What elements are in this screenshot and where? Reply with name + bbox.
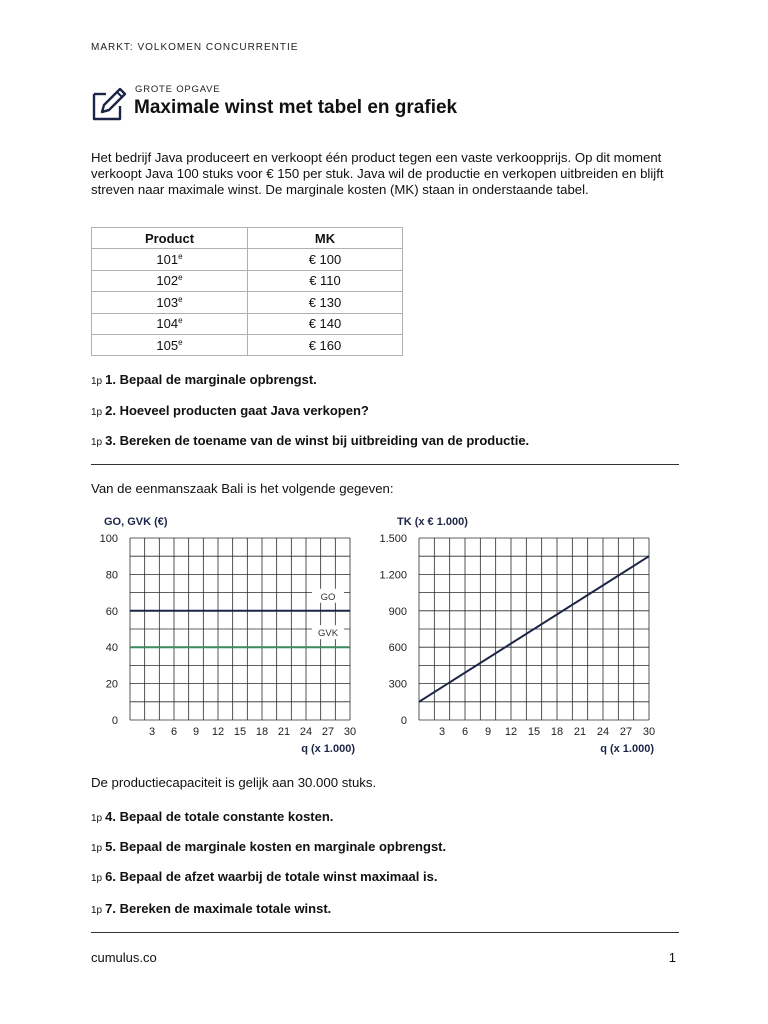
table-cell-mk: € 130	[248, 292, 403, 313]
x-tick-label: 9	[484, 726, 492, 738]
table-header-mk: MK	[248, 228, 403, 249]
x-tick-label: 9	[192, 726, 200, 738]
capacity-note: De productiecapaciteit is gelijk aan 30.000 stuks.	[91, 775, 377, 790]
table-row	[92, 249, 403, 270]
table-cell-mk: € 160	[248, 334, 403, 355]
table-cell-product: 102e	[92, 270, 248, 291]
x-tick-label: 27	[321, 726, 335, 738]
table-cell-mk: € 110	[248, 270, 403, 291]
table-header-row	[92, 228, 403, 249]
x-tick-label: 27	[619, 726, 633, 738]
x-tick-label: 12	[211, 726, 225, 738]
question-3: 1p 3. Bereken de toename van de winst bij uitbreiding van de productie.	[91, 433, 530, 448]
bali-intro: Van de eenmanszaak Bali is het volgende gegeven:	[91, 481, 394, 496]
x-tick-label: 18	[550, 726, 564, 738]
y-axis-label: GO, GVK (€)	[104, 516, 168, 528]
table-cell-product: 103e	[92, 292, 248, 313]
page-number: 1	[668, 950, 676, 965]
page-title: Maximale winst met tabel en grafiek	[134, 97, 458, 118]
table-cell-product: 104e	[92, 313, 248, 334]
x-tick-label: 30	[343, 726, 357, 738]
x-tick-label: 6	[461, 726, 469, 738]
y-tick-label: 1.200	[379, 569, 407, 582]
x-tick-label: 21	[573, 726, 587, 738]
y-tick-label: 60	[105, 605, 118, 618]
y-tick-label: 300	[388, 678, 407, 691]
table-cell-product: 105e	[92, 334, 248, 355]
x-tick-label: 18	[255, 726, 269, 738]
y-tick-label: 600	[388, 642, 407, 655]
y-tick-label: 20	[105, 678, 118, 691]
x-tick-label: 6	[170, 726, 178, 738]
question-4: 1p 4. Bepaal de totale constante kosten.	[91, 809, 334, 824]
x-tick-label: 15	[527, 726, 541, 738]
section-divider	[91, 464, 679, 465]
bali-charts	[80, 505, 680, 760]
table-row	[92, 270, 403, 291]
y-tick-label: 900	[388, 605, 407, 618]
y-tick-label: 100	[99, 533, 118, 545]
x-axis-label: q (x 1.000)	[301, 743, 355, 755]
table-cell-product: 101e	[92, 249, 248, 270]
series-label-gvk: GVK	[317, 628, 339, 640]
question-6: 1p 6. Bepaal de afzet waarbij de totale winst maximaal is.	[91, 869, 438, 884]
x-tick-label: 15	[233, 726, 247, 738]
series-label-go: GO	[320, 591, 336, 603]
table-header-product: Product	[92, 228, 248, 249]
question-2: 1p 2. Hoeveel producten gaat Java verkopen?	[91, 403, 369, 418]
x-axis-label: q (x 1.000)	[600, 743, 654, 755]
y-tick-label: 1.500	[379, 533, 407, 545]
table-cell-mk: € 140	[248, 313, 403, 334]
x-tick-label: 21	[277, 726, 291, 738]
footer-divider	[91, 932, 679, 933]
marginal-cost-table	[91, 227, 403, 356]
y-axis-label: TK (x € 1.000)	[397, 516, 468, 528]
intro-paragraph: Het bedrijf Java produceert en verkoopt één product tegen een vaste verkoopprijs. Op dit moment verkoopt Java 100 stuks voor € 150 per stuk. Java wil de productie en verkopen uitbreiden en blijft streven naar maximale winst. De marginale kosten (MK) staan in onderstaande tabel.	[91, 150, 664, 198]
table-row	[92, 334, 403, 355]
x-tick-label: 3	[438, 726, 446, 738]
x-tick-label: 24	[596, 726, 610, 738]
table-row	[92, 313, 403, 334]
x-tick-label: 3	[148, 726, 156, 738]
y-tick-label: 0	[400, 715, 407, 727]
table-row	[92, 292, 403, 313]
y-tick-label: 40	[105, 642, 118, 655]
y-tick-label: 80	[105, 569, 118, 582]
pencil-note-icon	[90, 86, 130, 122]
section-kicker: GROTE OPGAVE	[135, 84, 221, 95]
page-header: MARKT: VOLKOMEN CONCURRENTIE	[91, 42, 299, 53]
question-7: 1p 7. Bereken de maximale totale winst.	[91, 901, 332, 916]
table-cell-mk: € 100	[248, 249, 403, 270]
x-tick-label: 30	[642, 726, 656, 738]
footer-site: cumulus.co	[91, 950, 157, 965]
y-tick-label: 0	[111, 715, 118, 727]
x-tick-label: 12	[504, 726, 518, 738]
question-1: 1p 1. Bepaal de marginale opbrengst.	[91, 372, 317, 387]
question-5: 1p 5. Bepaal de marginale kosten en marginale opbrengst.	[91, 839, 447, 854]
x-tick-label: 24	[299, 726, 313, 738]
